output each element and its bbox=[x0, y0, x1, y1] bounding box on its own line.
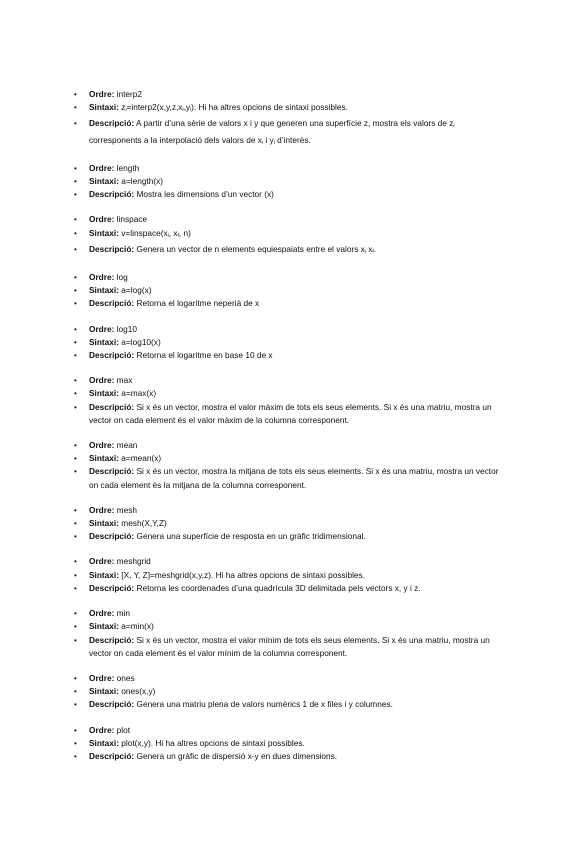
command-entry-min bbox=[0, 607, 582, 660]
ordre-line bbox=[0, 672, 582, 685]
ordre-label: Ordre: bbox=[89, 608, 115, 619]
ordre-line bbox=[0, 323, 582, 336]
descripcio-label: Descripció: bbox=[89, 531, 135, 542]
bullet-icon: • bbox=[74, 324, 77, 334]
descripcio-value: Mostra les dimensions d’un vector (x) bbox=[136, 189, 274, 200]
bullet-icon: • bbox=[74, 609, 77, 619]
sintaxi-line bbox=[0, 737, 582, 750]
descripcio-label: Descripció: bbox=[89, 699, 135, 710]
ordre-label: Ordre: bbox=[89, 440, 115, 451]
ordre-label: Ordre: bbox=[89, 672, 115, 683]
descripcio-value: Si x és un vector, mostra la mitjana de tots els seus elements. Si x és una matriu, mostra un vector on cada element és la mitjana de la columna corresponent. bbox=[89, 466, 499, 490]
descripcio-label: Descripció: bbox=[89, 634, 135, 645]
ordre-line bbox=[0, 88, 582, 101]
descripcio-value: Retorna el logaritme neperià de x bbox=[136, 298, 260, 309]
ordre-label: Ordre: bbox=[89, 504, 115, 515]
ordre-value: ones bbox=[116, 672, 135, 683]
bullet-icon: • bbox=[74, 389, 77, 399]
bullet-icon: • bbox=[74, 687, 77, 697]
bullet-icon: • bbox=[74, 725, 77, 735]
sintaxi-line bbox=[0, 685, 582, 698]
ordre-value: mean bbox=[116, 440, 138, 451]
ordre-value: length bbox=[116, 162, 140, 173]
ordre-line bbox=[0, 374, 582, 387]
sintaxi-line bbox=[0, 387, 582, 400]
sintaxi-value: ones(x,y) bbox=[121, 686, 156, 697]
sintaxi-label: Sintaxi: bbox=[89, 227, 119, 238]
bullet-icon: • bbox=[74, 90, 77, 99]
descripcio-line bbox=[0, 698, 582, 711]
bullet-icon: • bbox=[74, 673, 77, 683]
bullet-icon: • bbox=[74, 103, 77, 113]
command-entry-plot bbox=[0, 724, 582, 764]
descripcio-line bbox=[0, 750, 582, 763]
ordre-label: Ordre: bbox=[89, 375, 115, 386]
sintaxi-line bbox=[0, 175, 582, 188]
descripcio-label: Descripció: bbox=[89, 350, 135, 361]
descripcio-label: Descripció: bbox=[89, 243, 135, 254]
command-entry-length bbox=[0, 162, 582, 202]
ordre-label: Ordre: bbox=[89, 556, 115, 567]
sintaxi-label: Sintaxi: bbox=[89, 285, 119, 296]
sintaxi-line bbox=[0, 336, 582, 349]
descripcio-line bbox=[0, 465, 582, 491]
ordre-line bbox=[0, 607, 582, 620]
ordre-label: Ordre: bbox=[89, 214, 115, 225]
sintaxi-label: Sintaxi: bbox=[89, 453, 119, 464]
sintaxi-line bbox=[0, 101, 582, 117]
ordre-value: log bbox=[116, 272, 128, 283]
bullet-icon: • bbox=[74, 190, 77, 200]
sintaxi-line bbox=[0, 452, 582, 465]
descripcio-line bbox=[0, 117, 582, 149]
sintaxi-value: a=length(x) bbox=[121, 176, 164, 187]
ordre-line bbox=[0, 504, 582, 517]
command-entry-interp2 bbox=[0, 88, 582, 150]
bullet-icon: • bbox=[74, 244, 77, 254]
ordre-value: max bbox=[116, 375, 133, 386]
bullet-icon: • bbox=[74, 738, 77, 748]
descripcio-value: Genera un vector de n elements equiespaiats entre el valors $x_i$ $x_f$. bbox=[136, 243, 377, 255]
bullet-icon: • bbox=[74, 532, 77, 542]
sintaxi-label: Sintaxi: bbox=[89, 569, 119, 580]
sintaxi-line bbox=[0, 620, 582, 633]
ordre-value: meshgrid bbox=[116, 556, 151, 567]
ordre-value: interp2 bbox=[116, 89, 143, 99]
descripcio-value: Si x és un vector, mostra el valor màxim de tots els seus elements. Si x és una matriu, mostra un vector on cada element és el valor màxim de la columna corresponent. bbox=[89, 401, 492, 425]
sintaxi-value: $z_i=interp2(x,y,z,x_i,y_i)$. Hi ha altres opcions de sintaxi possibles. bbox=[121, 102, 348, 114]
ordre-line bbox=[0, 724, 582, 737]
ordre-value: log10 bbox=[116, 323, 137, 334]
ordre-value: linspace bbox=[116, 214, 148, 225]
bullet-icon: • bbox=[74, 441, 77, 451]
bullet-icon: • bbox=[74, 454, 77, 464]
descripcio-value: A partir d’una sèrie de valors x i y que generen una superfície z, mostra els valors de $z_i$ corresponents a la interpolació dels valors de $x_i$ i $y_i$ d’interès. bbox=[89, 118, 455, 146]
bullet-icon: • bbox=[74, 505, 77, 515]
descripcio-line bbox=[0, 349, 582, 362]
sintaxi-line bbox=[0, 227, 582, 243]
command-entry-mean bbox=[0, 439, 582, 492]
sintaxi-label: Sintaxi: bbox=[89, 686, 119, 697]
sintaxi-value: a=min(x) bbox=[121, 621, 154, 632]
bullet-icon: • bbox=[74, 402, 77, 412]
descripcio-value: Retorna les coordenades d’una quadrícula 3D delimitada pels vectors x, y i z. bbox=[136, 582, 421, 593]
descripcio-value: Genera una superfície de resposta en un gràfic tridimensional. bbox=[136, 531, 366, 542]
ordre-line bbox=[0, 439, 582, 452]
descripcio-label: Descripció: bbox=[89, 118, 135, 129]
ordre-line bbox=[0, 213, 582, 226]
ordre-value: plot bbox=[116, 724, 131, 735]
bullet-icon: • bbox=[74, 751, 77, 761]
descripcio-label: Descripció: bbox=[89, 189, 135, 200]
command-entry-max bbox=[0, 374, 582, 427]
sintaxi-value: $v=linspace(x_i$, $x_f$, n) bbox=[121, 227, 191, 239]
ordre-line bbox=[0, 162, 582, 175]
descripcio-label: Descripció: bbox=[89, 750, 135, 761]
bullet-icon: • bbox=[74, 228, 77, 238]
descripcio-label: Descripció: bbox=[89, 582, 135, 593]
sintaxi-label: Sintaxi: bbox=[89, 737, 119, 748]
ordre-label: Ordre: bbox=[89, 724, 115, 735]
command-entry-mesh bbox=[0, 504, 582, 544]
descripcio-line bbox=[0, 634, 582, 660]
bullet-icon: • bbox=[74, 273, 77, 283]
ordre-value: min bbox=[116, 608, 131, 619]
descripcio-line bbox=[0, 582, 582, 595]
command-entry-ones bbox=[0, 672, 582, 712]
sintaxi-label: Sintaxi: bbox=[89, 176, 119, 187]
sintaxi-label: Sintaxi: bbox=[89, 336, 119, 347]
sintaxi-label: Sintaxi: bbox=[89, 621, 119, 632]
sintaxi-label: Sintaxi: bbox=[89, 388, 119, 399]
descripcio-line bbox=[0, 401, 582, 427]
ordre-line bbox=[0, 271, 582, 284]
bullet-icon: • bbox=[74, 337, 77, 347]
descripcio-label: Descripció: bbox=[89, 466, 135, 477]
sintaxi-line bbox=[0, 569, 582, 582]
descripcio-value: Genera un gràfic de dispersió x-y en dues dimensions. bbox=[136, 750, 338, 761]
sintaxi-value: a=max(x) bbox=[121, 388, 157, 399]
bullet-icon: • bbox=[74, 351, 77, 361]
bullet-icon: • bbox=[74, 299, 77, 309]
command-entry-log bbox=[0, 271, 582, 311]
ordre-label: Ordre: bbox=[89, 272, 115, 283]
sintaxi-line bbox=[0, 284, 582, 297]
sintaxi-line bbox=[0, 517, 582, 530]
bullet-icon: • bbox=[74, 286, 77, 296]
bullet-icon: • bbox=[74, 519, 77, 529]
descripcio-line bbox=[0, 188, 582, 201]
descripcio-line bbox=[0, 243, 582, 259]
sintaxi-value: plot(x,y). Hi ha altres opcions de sintaxi possibles. bbox=[121, 737, 305, 748]
descripcio-line bbox=[0, 297, 582, 310]
sintaxi-value: a=mean(x) bbox=[121, 453, 162, 464]
ordre-label: Ordre: bbox=[89, 89, 115, 99]
bullet-icon: • bbox=[74, 163, 77, 173]
descripcio-label: Descripció: bbox=[89, 401, 135, 412]
sintaxi-label: Sintaxi: bbox=[89, 102, 119, 113]
sintaxi-value: a=log(x) bbox=[121, 285, 152, 296]
bullet-icon: • bbox=[74, 119, 77, 129]
bullet-icon: • bbox=[74, 570, 77, 580]
bullet-icon: • bbox=[74, 215, 77, 225]
bullet-icon: • bbox=[74, 557, 77, 567]
bullet-icon: • bbox=[74, 583, 77, 593]
bullet-icon: • bbox=[74, 635, 77, 645]
command-entry-linspace bbox=[0, 213, 582, 259]
descripcio-value: Retorna el logaritme en base 10 de x bbox=[136, 350, 273, 361]
bullet-icon: • bbox=[74, 177, 77, 187]
descripcio-line bbox=[0, 530, 582, 543]
command-entry-meshgrid bbox=[0, 555, 582, 595]
sintaxi-label: Sintaxi: bbox=[89, 518, 119, 529]
ordre-value: mesh bbox=[116, 504, 137, 515]
bullet-icon: • bbox=[74, 700, 77, 710]
ordre-label: Ordre: bbox=[89, 323, 115, 334]
ordre-label: Ordre: bbox=[89, 162, 115, 173]
descripcio-value: Genera una matriu plena de valors numèrics 1 de x files i y columnes. bbox=[136, 699, 393, 710]
sintaxi-value: [X, Y, Z]=meshgrid(x,y,z). Hi ha altres opcions de sintaxi possibles. bbox=[121, 569, 365, 580]
bullet-icon: • bbox=[74, 622, 77, 632]
bullet-icon: • bbox=[74, 467, 77, 477]
descripcio-value: Si x és un vector, mostra el valor mínim de tots els seus elements. Si x és una matriu, mostra un vector on cada element és el valor mínim de la columna corresponent. bbox=[89, 634, 490, 658]
command-reference-page bbox=[0, 88, 582, 775]
ordre-line bbox=[0, 555, 582, 568]
descripcio-label: Descripció: bbox=[89, 298, 135, 309]
sintaxi-value: mesh(X,Y,Z) bbox=[121, 518, 167, 529]
sintaxi-value: a=log10(x) bbox=[121, 336, 161, 347]
command-entry-log10 bbox=[0, 323, 582, 363]
bullet-icon: • bbox=[74, 376, 77, 386]
